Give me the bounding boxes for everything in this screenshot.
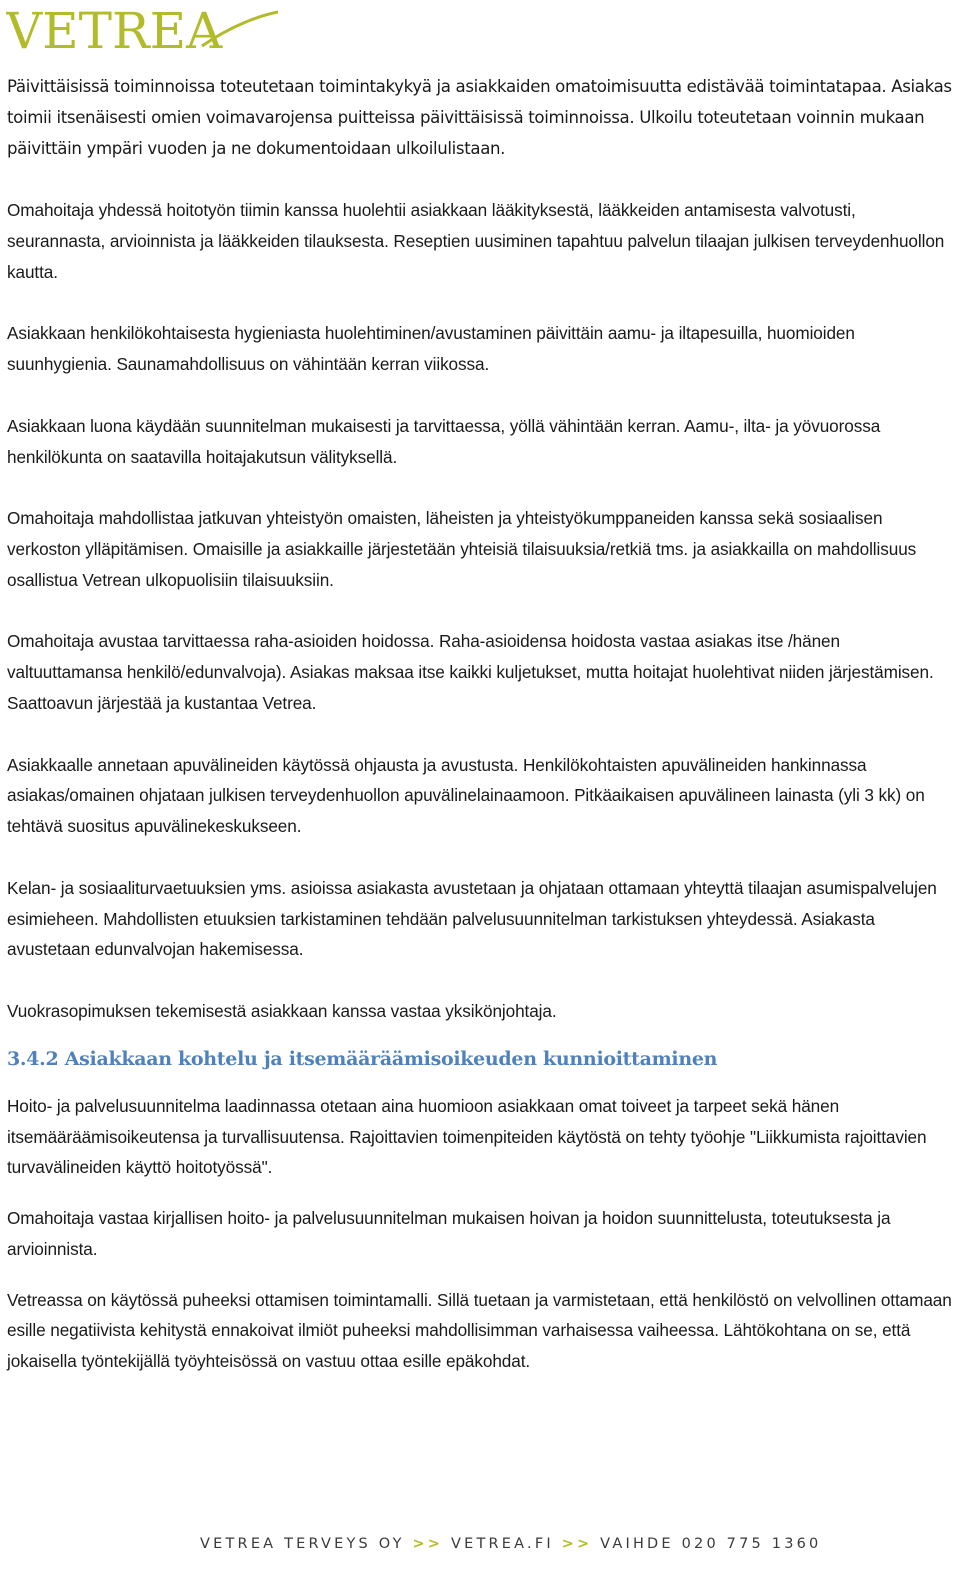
paragraph-medication: Omahoitaja yhdessä hoitotyön tiimin kanssa huolehtii asiakkaan lääkityksestä, lääkkeiden antamisesta valvotusti, seurannasta, arvioinnista ja lääkkeiden tilauksesta. Reseptien uusiminen tapahtuu palvelun tilaajan julkisen terveydenhuollon kautta. — [7, 200, 945, 282]
paragraph-night-visits: Asiakkaan luona käydään suunnitelman mukaisesti ja tarvittaessa, yöllä vähintään kerran. Aamu-, ilta- ja yövuorossa henkilökunta on saatavilla hoitajakutsun välityksellä. — [7, 415, 881, 467]
footer-phone: VAIHDE 020 775 1360 — [600, 1536, 822, 1552]
page-footer — [200, 1536, 822, 1552]
svg-text:VETREA — [6, 2, 223, 56]
paragraph-aids: Asiakkaalle annetaan apuvälineiden käytössä ohjausta ja avustusta. Henkilökohtaisten apuvälineiden hankinnassa asiakas/omainen ohjataan julkisen terveydenhuollon apuvälinelainaamoon. Pitkäaikaisen apuvälineen lainasta (yli 3 kk) on tehtävä suositus apuvälinekeskukseen. — [7, 754, 925, 837]
footer-website: VETREA.FI — [450, 1536, 554, 1552]
vetrea-logo — [6, 2, 278, 56]
paragraph-social-network: Omahoitaja mahdollistaa jatkuvan yhteistyön omaisten, läheisten ja yhteistyökumppaneiden kanssa sekä sosiaalisen verkoston ylläpitämisen. Omaisille ja asiakkaille järjestetään yhteisiä tilaisuuksia/retkiä tms. ja asiakkailla on mahdollisuus osallistua Vetrean ulkopuolisiin tilaisuuksiin. — [7, 508, 917, 590]
paragraph-raising-concerns: Vetreassa on käytössä puheeksi ottamisen toimintamalli. Sillä tuetaan ja varmistetaan, että henkilöstö on velvollinen ottamaan esille negatiivista kehitystä ennakoivat ilmiöt puheeksi mahdollisimman varhaisessa vaiheessa. Lähtökohtana on se, että jokaisella työntekijällä työyhteisössä on vastuu ottaa esille epäkohdat. — [7, 1289, 952, 1372]
footer-separator: >> — [561, 1536, 593, 1552]
footer-separator: >> — [412, 1536, 444, 1552]
paragraph-lease: Vuokrasopimuksen tekemisestä asiakkaan kanssa vastaa yksikönjohtaja. — [7, 1000, 557, 1021]
paragraph-daily-activities: Päivittäisissä toiminnoissa toteutetaan toimintakykyä ja asiakkaiden omatoimisuutta edistävää toimintatapaa. Asiakas toimii itsenäisesti omien voimavarojensa puitteissa päivittäisissä toiminnoissa. Ulkoilu toteutetaan voinnin mukaan päivittäin ympäri vuoden ja ne dokumentoidaan ulkoilulistaan. — [7, 77, 952, 158]
paragraph-self-determination: Hoito- ja palvelusuunnitelma laadinnassa otetaan aina huomioon asiakkaan omat toiveet ja tarpeet sekä hänen itsemääräämisoikeutensa ja turvallisuutensa. Rajoittavien toimenpiteiden käytöstä on tehty työohje "Liikkumista rajoittavien turvavälineiden käyttö hoitotyössä". — [7, 1095, 927, 1178]
paragraph-care-plan: Omahoitaja vastaa kirjallisen hoito- ja palvelusuunnitelman mukaisen hoivan ja hoidon suunnittelusta, toteutuksesta ja arvioinnista. — [7, 1208, 891, 1259]
paragraph-hygiene: Asiakkaan henkilökohtaisesta hygieniasta huolehtiminen/avustaminen päivittäin aamu- ja iltapesuilla, huomioiden suunhygienia. Saunamahdollisuus on vähintään kerran viikossa. — [7, 323, 855, 375]
paragraph-benefits: Kelan- ja sosiaaliturvaetuuksien yms. asioissa asiakasta avustetaan ja ohjataan ottamaan yhteyttä tilaajan asumispalvelujen esimieheen. Mahdollisten etuuksien tarkistaminen tehdään palvelusuunnitelman tarkistuksen yhteydessä. Asiakasta avustetaan edunvalvojan hakemisessa. — [7, 877, 937, 960]
footer-company: VETREA TERVEYS OY — [200, 1536, 405, 1552]
logo-text: VETREA — [6, 2, 223, 56]
section-heading: 3.4.2 Asiakkaan kohtelu ja itsemääräämisoikeuden kunnioittaminen — [7, 1047, 718, 1070]
paragraph-finances: Omahoitaja avustaa tarvittaessa raha-asioiden hoidossa. Raha-asioidensa hoidosta vastaa asiakas itse /hänen valtuuttamansa henkilö/edunvalvoja). Asiakas maksaa itse kaikki kuljetukset, mutta hoitajat huolehtivat niiden järjestämisen. Saattoavun järjestää ja kustantaa Vetrea. — [7, 631, 934, 713]
document-body — [7, 72, 957, 1408]
